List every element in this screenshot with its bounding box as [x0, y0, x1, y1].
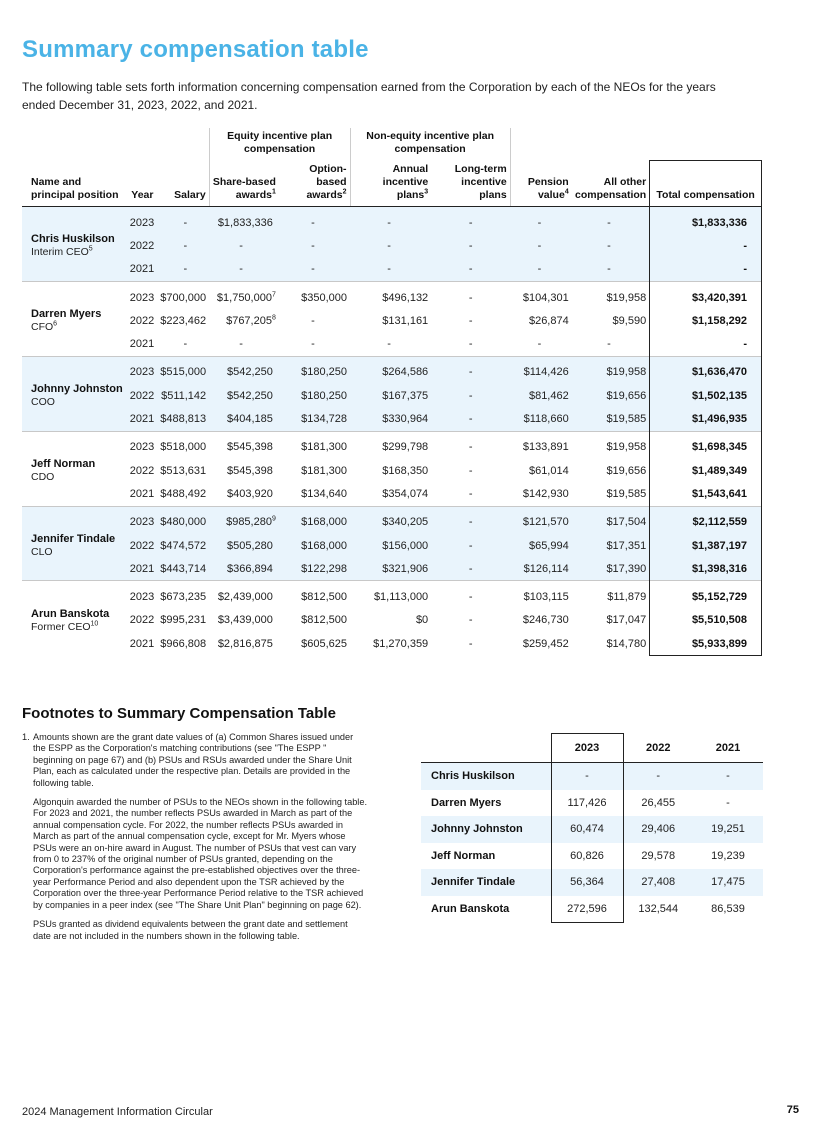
footnote-paragraph: Amounts shown are the grant date values of (a) Common Shares issued under the ESPP as the Corporation's matching contributions (see "The ESPP " beginning on page 67) and (b) PSUs and RSUs awarded under the Share Unit Plan, each as calculated under the respective plan. Details are provided in the following table. [33, 732, 354, 788]
salary-cell: $511,142 [160, 384, 209, 407]
page-title: Summary compensation table [22, 36, 369, 63]
psu-name-cell: Jennifer Tindale [421, 869, 551, 896]
salary-cell: $488,813 [160, 407, 209, 431]
person-position [31, 321, 124, 334]
footnote-paragraph: Algonquin awarded the number of PSUs to the NEOs shown in the following table. For 2023 and 2021, the number reflects PSUs awarded in March as part of the annual compensation cycle. For 2022, the number reflects PSUs awarded in March as part of the annual compensation cycle, except for Mr. Myers whose PSUs were an on-hire award in August. The number of PSUs that vest can vary from 0 to 237% of the original number of PSUs granted, depending on the Corporation's performance against the pre-established objectives over the three-year Performance Period and also dependent upon the TSR achieved by the Corporation over the three-year Performance Period relative to the TSR achieved by companies in a peer index (see "The Share Unit Plan" beginning on page 62). [33, 797, 368, 910]
name-position-cell [22, 281, 124, 356]
table-row [22, 482, 762, 506]
share-value: $2,439,000 [217, 591, 273, 604]
psu-row [421, 790, 763, 817]
year-cell: 2021 [124, 557, 160, 581]
position-text: CDO [31, 470, 55, 483]
total-cell: $1,496,935 [650, 407, 762, 431]
share-based-cell [209, 609, 279, 632]
long-term-incentive-cell: - [431, 609, 510, 632]
total-cell: $1,543,641 [650, 482, 762, 506]
psu-value-cell: 27,408 [623, 869, 693, 896]
total-cell: $5,152,729 [650, 581, 762, 609]
table-row [22, 309, 762, 332]
footnote-ref: 8 [271, 314, 276, 322]
share-value: - [239, 239, 243, 252]
header-year: Year [124, 160, 160, 207]
all-other-cell: $17,351 [572, 534, 650, 557]
table-row [22, 632, 762, 656]
table-row [22, 534, 762, 557]
year-cell: 2023 [124, 356, 160, 384]
psu-header-year: 2022 [623, 734, 693, 763]
footnote-number: 1. [22, 732, 30, 742]
share-based-cell [209, 356, 279, 384]
all-other-cell: - [572, 234, 650, 257]
footnote-ref: 10 [90, 620, 99, 628]
psu-value-cell: 17,475 [693, 869, 763, 896]
total-cell: $1,398,316 [650, 557, 762, 581]
total-cell: $5,933,899 [650, 632, 762, 656]
all-other-cell: $14,780 [572, 632, 650, 656]
option-based-cell: $181,300 [279, 431, 350, 459]
total-cell: - [650, 234, 762, 257]
position-text: COO [31, 395, 55, 408]
option-based-cell: $350,000 [279, 281, 350, 309]
psu-header-blank [421, 734, 551, 763]
share-based-cell [209, 234, 279, 257]
all-other-cell: $17,047 [572, 609, 650, 632]
table-row [22, 557, 762, 581]
table-row [22, 234, 762, 257]
pension-cell: $26,874 [510, 309, 572, 332]
footnote-item [22, 732, 367, 950]
annual-incentive-cell: $131,161 [350, 309, 431, 332]
share-based-cell [209, 581, 279, 609]
annual-incentive-cell: $330,964 [350, 407, 431, 431]
share-value: $404,185 [226, 413, 273, 426]
pension-cell: $114,426 [510, 356, 572, 384]
table-row [22, 258, 762, 282]
total-cell: $3,420,391 [650, 281, 762, 309]
long-term-incentive-cell: - [431, 356, 510, 384]
share-value: $1,750,000 [216, 291, 272, 304]
salary-cell: $480,000 [160, 506, 209, 534]
pension-cell: $61,014 [510, 459, 572, 482]
all-other-cell: $11,879 [572, 581, 650, 609]
person-group [22, 207, 762, 282]
total-cell: - [650, 258, 762, 282]
person-group [22, 431, 762, 506]
group-header-equity: Equity incentive plan compensation [209, 128, 350, 160]
salary-cell: $995,231 [160, 609, 209, 632]
year-cell: 2021 [124, 332, 160, 356]
person-position [31, 396, 124, 409]
pension-cell: $118,660 [510, 407, 572, 431]
long-term-incentive-cell: - [431, 384, 510, 407]
psu-value-cell: - [623, 763, 693, 790]
annual-incentive-cell: $1,113,000 [350, 581, 431, 609]
year-cell: 2023 [124, 431, 160, 459]
annual-incentive-cell: - [350, 332, 431, 356]
share-based-cell [209, 281, 279, 309]
header-pension: Pension value$^4$ [510, 160, 572, 207]
option-based-cell: $168,000 [279, 506, 350, 534]
share-value: - [239, 263, 243, 276]
share-value: $1,833,336 [217, 216, 273, 229]
all-other-cell: $17,504 [572, 506, 650, 534]
pension-cell: - [510, 332, 572, 356]
total-cell: $1,387,197 [650, 534, 762, 557]
year-cell: 2022 [124, 459, 160, 482]
year-cell: 2021 [124, 407, 160, 431]
annual-incentive-cell: $354,074 [350, 482, 431, 506]
table-row [22, 356, 762, 384]
footnote-paragraph: PSUs granted as dividend equivalents between the grant date and settlement date are not included in the numbers shown in the following table. [33, 919, 348, 941]
year-cell: 2022 [124, 384, 160, 407]
psu-value-cell: 29,578 [641, 849, 676, 862]
header-option-based: Option-based awards$^2$ [279, 160, 350, 207]
all-other-cell: - [572, 258, 650, 282]
psu-value-cell: 26,455 [641, 796, 676, 809]
annual-incentive-cell: $264,586 [350, 356, 431, 384]
share-based-cell [209, 258, 279, 282]
pension-cell: - [510, 234, 572, 257]
psu-row [421, 816, 763, 843]
share-value: $545,398 [226, 441, 273, 454]
annual-incentive-cell: - [350, 207, 431, 235]
psu-value-cell: 19,239 [711, 849, 745, 862]
share-value: $403,920 [226, 487, 273, 500]
table-row [22, 506, 762, 534]
total-cell: $1,158,292 [650, 309, 762, 332]
option-based-cell: - [279, 309, 350, 332]
psu-awards-table [421, 733, 763, 923]
salary-cell: $515,000 [160, 356, 209, 384]
share-value: $366,894 [226, 562, 273, 575]
table-row [22, 207, 762, 235]
all-other-cell: $19,656 [572, 384, 650, 407]
share-value: $2,816,875 [217, 637, 273, 650]
share-value: $767,205 [226, 314, 272, 327]
pension-cell: $259,452 [510, 632, 572, 656]
pension-cell: $65,994 [510, 534, 572, 557]
psu-value-cell: 60,474 [551, 816, 623, 843]
header-name: Name and principal position [22, 160, 124, 207]
position-text: CLO [31, 545, 53, 558]
year-cell: 2022 [124, 534, 160, 557]
header-all-other: All other compensation [572, 160, 650, 207]
pension-cell: $142,930 [510, 482, 572, 506]
annual-incentive-cell: $167,375 [350, 384, 431, 407]
option-based-cell: $812,500 [279, 581, 350, 609]
salary-cell: $488,492 [160, 482, 209, 506]
option-based-cell: $134,728 [279, 407, 350, 431]
annual-incentive-cell: $156,000 [350, 534, 431, 557]
header-share-based: Share-based awards$^1$ [209, 160, 279, 207]
name-position-cell [22, 506, 124, 581]
salary-cell: $513,631 [160, 459, 209, 482]
table-row [22, 581, 762, 609]
year-cell: 2022 [124, 609, 160, 632]
year-cell: 2021 [124, 632, 160, 656]
long-term-incentive-cell: - [431, 407, 510, 431]
position-text: Former CEO [31, 620, 91, 633]
salary-cell: $474,572 [160, 534, 209, 557]
person-position [31, 246, 124, 259]
option-based-cell: - [279, 207, 350, 235]
psu-row [421, 869, 763, 896]
table-row [22, 384, 762, 407]
all-other-cell: - [572, 332, 650, 356]
psu-value-cell: 132,544 [638, 903, 679, 915]
position-text: Interim CEO [31, 245, 89, 258]
annual-incentive-cell: - [350, 234, 431, 257]
person-group [22, 281, 762, 356]
person-name: Jennifer Tindale [31, 532, 116, 545]
long-term-incentive-cell: - [431, 632, 510, 656]
option-based-cell: $122,298 [279, 557, 350, 581]
psu-name-cell: Darren Myers [431, 796, 502, 809]
table-row [22, 407, 762, 431]
footnote-ref: 6 [53, 320, 58, 328]
all-other-cell: $19,958 [572, 356, 650, 384]
person-name: Johnny Johnston [31, 382, 123, 395]
year-cell: 2022 [124, 234, 160, 257]
pension-cell: $133,891 [510, 431, 572, 459]
share-based-cell [209, 459, 279, 482]
share-based-cell [209, 482, 279, 506]
long-term-incentive-cell: - [431, 281, 510, 309]
person-position [31, 546, 124, 559]
person-position [31, 621, 124, 634]
table-row [22, 332, 762, 356]
long-term-incentive-cell: - [431, 506, 510, 534]
annual-incentive-cell: $299,798 [350, 431, 431, 459]
pension-cell: $121,570 [510, 506, 572, 534]
option-based-cell: - [279, 258, 350, 282]
pension-cell: $81,462 [510, 384, 572, 407]
total-cell: $1,636,470 [650, 356, 762, 384]
group-header-nonequity: Non-equity incentive plan compensation [350, 128, 510, 160]
person-name: Arun Banskota [31, 607, 110, 620]
total-cell: $5,510,508 [650, 609, 762, 632]
footnote-ref: 9 [271, 515, 276, 523]
total-cell: $1,833,336 [650, 207, 762, 235]
share-based-cell [209, 534, 279, 557]
psu-value-cell: - [726, 796, 730, 809]
all-other-cell: - [572, 207, 650, 235]
salary-cell: $223,462 [160, 309, 209, 332]
annual-incentive-cell: $168,350 [350, 459, 431, 482]
footnotes-body [22, 732, 367, 950]
name-position-cell [22, 581, 124, 656]
share-based-cell [209, 332, 279, 356]
salary-cell: $443,714 [160, 557, 209, 581]
pension-cell: $103,115 [510, 581, 572, 609]
salary-cell: $700,000 [160, 281, 209, 309]
salary-cell: - [160, 258, 209, 282]
share-value: $542,250 [226, 366, 273, 379]
option-based-cell: $180,250 [279, 384, 350, 407]
table-row [22, 459, 762, 482]
total-cell: $2,112,559 [650, 506, 762, 534]
salary-cell: - [160, 207, 209, 235]
footnote-ref: 5 [88, 245, 93, 253]
psu-value-cell: 56,364 [551, 869, 623, 896]
psu-name-cell: Arun Banskota [431, 903, 510, 915]
position-text: CFO [31, 320, 54, 333]
table-row [22, 609, 762, 632]
psu-name-cell: Chris Huskilson [421, 763, 551, 790]
pension-cell: - [510, 207, 572, 235]
table-row [22, 281, 762, 309]
person-group [22, 581, 762, 656]
intro-paragraph: The following table sets forth information concerning compensation earned from the Corporation by each of the NEOs for the years ended December 31, 2023, 2022, and 2021. [22, 80, 716, 112]
annual-incentive-cell: $340,205 [350, 506, 431, 534]
pension-cell: $104,301 [510, 281, 572, 309]
header-total: Total compensation [650, 160, 762, 207]
year-cell: 2021 [124, 258, 160, 282]
option-based-cell: $134,640 [279, 482, 350, 506]
long-term-incentive-cell: - [431, 258, 510, 282]
long-term-incentive-cell: - [431, 581, 510, 609]
psu-row [421, 843, 763, 870]
annual-incentive-cell: $321,906 [350, 557, 431, 581]
total-cell: $1,502,135 [650, 384, 762, 407]
option-based-cell: $605,625 [279, 632, 350, 656]
person-name: Chris Huskilson [31, 232, 115, 245]
annual-incentive-cell: $0 [350, 609, 431, 632]
year-cell: 2023 [124, 506, 160, 534]
share-based-cell [209, 207, 279, 235]
header-long-term-incentive: Long-term incentive plans [431, 160, 510, 207]
option-based-cell: $181,300 [279, 459, 350, 482]
footnote-ref: 7 [271, 290, 276, 298]
year-cell: 2023 [124, 207, 160, 235]
summary-compensation-table [22, 128, 762, 656]
option-based-cell: $812,500 [279, 609, 350, 632]
psu-value-cell: 86,539 [711, 903, 745, 915]
psu-value-cell: - [551, 763, 623, 790]
all-other-cell: $19,958 [572, 431, 650, 459]
share-value: $505,280 [226, 539, 273, 552]
psu-value-cell: 29,406 [623, 816, 693, 843]
share-based-cell [209, 384, 279, 407]
psu-row [421, 763, 763, 790]
total-cell: $1,489,349 [650, 459, 762, 482]
psu-value-cell: 60,826 [551, 843, 623, 870]
all-other-cell: $19,958 [572, 281, 650, 309]
share-value: $542,250 [226, 389, 273, 402]
long-term-incentive-cell: - [431, 207, 510, 235]
share-based-cell [209, 506, 279, 534]
psu-header-year: 2021 [693, 734, 763, 763]
total-cell: $1,698,345 [650, 431, 762, 459]
all-other-cell: $19,656 [572, 459, 650, 482]
long-term-incentive-cell: - [431, 332, 510, 356]
name-position-cell [22, 431, 124, 506]
psu-name-cell: Johnny Johnston [421, 816, 551, 843]
salary-cell: $673,235 [160, 581, 209, 609]
name-position-cell [22, 356, 124, 431]
share-value: $3,439,000 [217, 614, 273, 627]
long-term-incentive-cell: - [431, 459, 510, 482]
pension-cell: $246,730 [510, 609, 572, 632]
share-based-cell [209, 309, 279, 332]
year-cell: 2023 [124, 281, 160, 309]
long-term-incentive-cell: - [431, 534, 510, 557]
option-based-cell: $180,250 [279, 356, 350, 384]
long-term-incentive-cell: - [431, 309, 510, 332]
option-based-cell: - [279, 234, 350, 257]
footnotes-title: Footnotes to Summary Compensation Table [22, 705, 336, 722]
all-other-cell: $17,390 [572, 557, 650, 581]
share-value: - [239, 338, 243, 351]
year-cell: 2023 [124, 581, 160, 609]
long-term-incentive-cell: - [431, 431, 510, 459]
header-salary: Salary [160, 160, 209, 207]
person-position [31, 471, 124, 484]
annual-incentive-cell: $496,132 [350, 281, 431, 309]
header-annual-incentive: Annual incentive plans$^3$ [350, 160, 431, 207]
psu-value-cell: 117,426 [551, 790, 623, 817]
all-other-cell: $9,590 [572, 309, 650, 332]
salary-cell: - [160, 332, 209, 356]
share-based-cell [209, 557, 279, 581]
psu-value-cell: - [693, 763, 763, 790]
person-name: Jeff Norman [31, 457, 96, 470]
option-based-cell: $168,000 [279, 534, 350, 557]
page-number: 75 [786, 1104, 799, 1116]
psu-name-cell: Jeff Norman [431, 849, 496, 862]
person-group [22, 506, 762, 581]
salary-cell: $966,808 [160, 632, 209, 656]
table-row [22, 431, 762, 459]
salary-cell: - [160, 234, 209, 257]
share-based-cell [209, 431, 279, 459]
annual-incentive-cell: $1,270,359 [350, 632, 431, 656]
share-based-cell [209, 632, 279, 656]
long-term-incentive-cell: - [431, 482, 510, 506]
annual-incentive-cell: - [350, 258, 431, 282]
share-based-cell [209, 407, 279, 431]
psu-value-cell: 272,596 [551, 896, 623, 923]
year-cell: 2022 [124, 309, 160, 332]
share-value: $545,398 [226, 464, 273, 477]
long-term-incentive-cell: - [431, 557, 510, 581]
psu-value-cell: 19,251 [693, 816, 763, 843]
psu-row [421, 896, 763, 923]
person-group [22, 356, 762, 431]
share-value: $985,280 [226, 516, 272, 529]
salary-cell: $518,000 [160, 431, 209, 459]
person-name: Darren Myers [31, 307, 102, 320]
pension-cell: - [510, 258, 572, 282]
year-cell: 2021 [124, 482, 160, 506]
psu-header-year: 2023 [551, 734, 623, 763]
all-other-cell: $19,585 [572, 407, 650, 431]
total-cell: - [650, 332, 762, 356]
name-position-cell [22, 207, 124, 282]
long-term-incentive-cell: - [431, 234, 510, 257]
all-other-cell: $19,585 [572, 482, 650, 506]
footer-publication: 2024 Management Information Circular [22, 1106, 213, 1118]
option-based-cell: - [279, 332, 350, 356]
pension-cell: $126,114 [510, 557, 572, 581]
